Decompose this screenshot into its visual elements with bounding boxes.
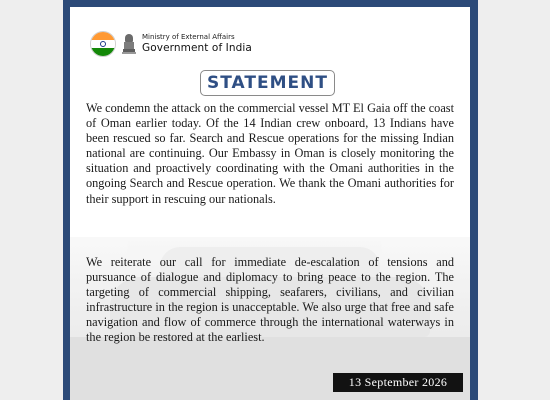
top-border [63,0,478,7]
date-badge [333,373,463,392]
left-border [63,0,70,400]
statement-title-box [200,70,335,96]
statement-paragraph-2: We reiterate our call for immediate de-escalation of tensions and pursuance of dialogue and diplomacy to bring peace to the region. The targeting of commercial shipping, seafarers, civilians, and civilian infrastructure in the region is unacceptable. We also urge that free and safe navigation and flow of commerce through the international waterways in the region be restored at the earliest. [86,255,454,345]
statement-paragraph-1: We condemn the attack on the commercial vessel MT El Gaia off the coast of Oman earlier today. Of the 14 Indian crew onboard, 13 Indians have been rescued so far. Search and Rescue operations for the missing Indian national are continuing. Our Embassy in Oman is closely monitoring the situation and proactively coordinating with the Omani authorities in the ongoing Search and Rescue operation. We thank the Omani authorities for their support in rescuing our nationals. [86,101,454,206]
national-emblem-icon [122,32,136,56]
ministry-logo [90,29,252,59]
ministry-name: Ministry of External Affairs [142,33,235,42]
statement-date: 13 September 2026 [348,375,448,389]
page-title: STATEMENT [207,73,328,93]
indian-flag-icon [90,31,116,57]
government-name: Government of India [142,42,252,55]
statement-card [70,7,470,400]
right-border [470,0,478,400]
ministry-text-block [142,34,252,54]
